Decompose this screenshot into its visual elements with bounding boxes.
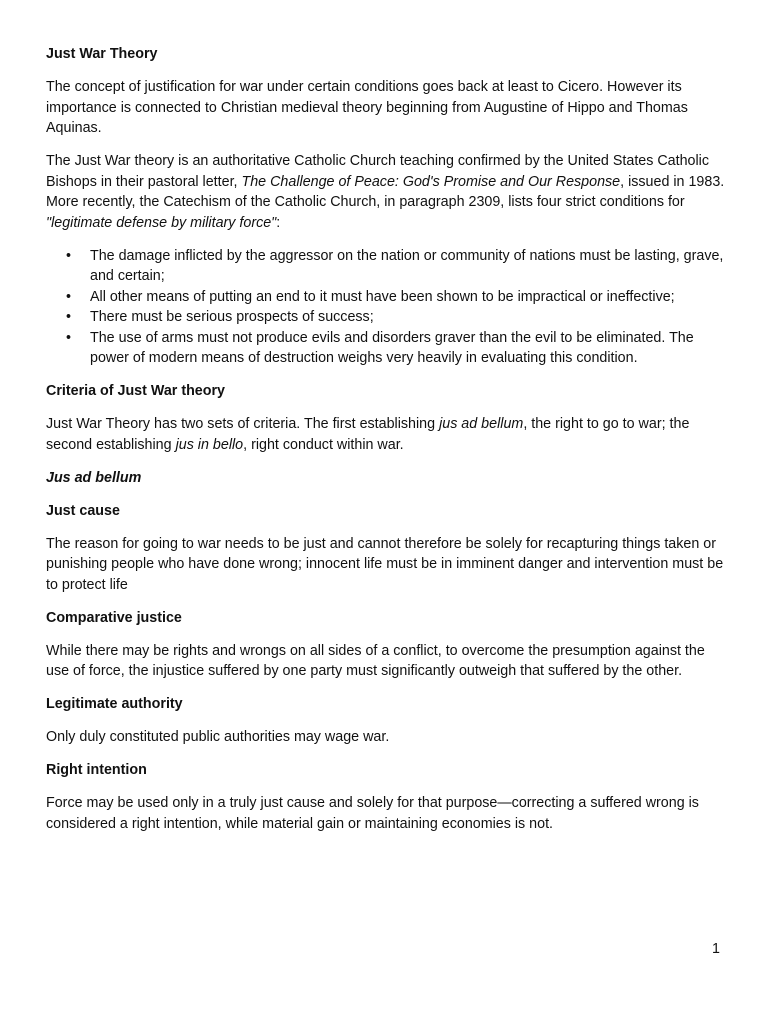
catholic-teaching-paragraph: [46, 151, 726, 233]
section-heading-comparative-justice: Comparative justice: [46, 609, 182, 626]
section-heading-legitimate-authority: Legitimate authority: [46, 696, 183, 712]
condition-item: • All other means of putting an end to it must have been shown to be impractical or ineffective;: [90, 287, 726, 308]
catholic-paragraph-part3: :: [276, 214, 281, 231]
criteria-part2: , the right to go to war; the second establishing: [46, 416, 690, 453]
conditions-list: [46, 246, 726, 369]
condition-item: • The use of arms must not produce evils and disorders graver than the evil to be eliminated. The power of modern means of destruction weighs very heavily in evaluating this condition.: [90, 328, 726, 369]
jus-in-bello-term: jus in bello: [175, 436, 244, 453]
pastoral-letter-title: The Challenge of Peace: God's Promise and Our Response: [241, 173, 621, 190]
document-title: Just War Theory: [46, 46, 158, 62]
catholic-paragraph-part2: , issued in 1983. More recently, the Catechism of the Catholic Church, in paragraph 2309, lists four strict conditions for: [46, 173, 725, 210]
legitimate-defense-quote: "legitimate defense by military force": [46, 214, 277, 231]
intro-paragraph: The concept of justification for war under certain conditions goes back at least to Cicero. However its importance is connected to Christian medieval theory beginning from Augustine of Hippo and Thomas Aquinas.: [46, 79, 688, 136]
section-text-just-cause: The reason for going to war needs to be just and cannot therefore be solely for recapturing things taken or punishing people who have done wrong; innocent life must be in imminent danger and intervention must be to protect life: [46, 535, 724, 593]
criteria-part1: Just War Theory has two sets of criteria. The first establishing: [46, 416, 440, 432]
section-text-right-intention: Force may be used only in a truly just cause and solely for that purpose—correcting a suffered wrong is considered a right intention, while material gain or maintaining economies is not.: [46, 795, 699, 832]
catholic-paragraph-part1: The Just War theory is an authoritative Catholic Church teaching confirmed by the United States Catholic Bishops in their pastoral letter,: [46, 153, 710, 190]
section-heading-just-cause: Just cause: [46, 502, 120, 519]
section-text-comparative-justice: While there may be rights and wrongs on all sides of a conflict, to overcome the presumption against the use of force, the injustice suffered by one party must significantly outweigh that suffered by the other.: [46, 642, 705, 679]
criteria-paragraph: [46, 414, 726, 455]
condition-item: • The damage inflicted by the aggressor on the nation or community of nations must be lasting, grave, and certain;: [90, 246, 726, 287]
jus-ad-bellum-term: jus ad bellum: [439, 416, 524, 432]
criteria-part3: , right conduct within war.: [243, 436, 404, 453]
document-page: [46, 44, 726, 847]
criteria-heading: Criteria of Just War theory: [46, 383, 226, 399]
page-number: 1: [712, 941, 720, 957]
condition-item: • There must be serious prospects of success;: [90, 307, 726, 328]
jus-ad-bellum-heading: Jus ad bellum: [46, 469, 142, 486]
section-heading-right-intention: Right intention: [46, 762, 147, 778]
section-text-legitimate-authority: Only duly constituted public authorities may wage war.: [46, 729, 390, 745]
